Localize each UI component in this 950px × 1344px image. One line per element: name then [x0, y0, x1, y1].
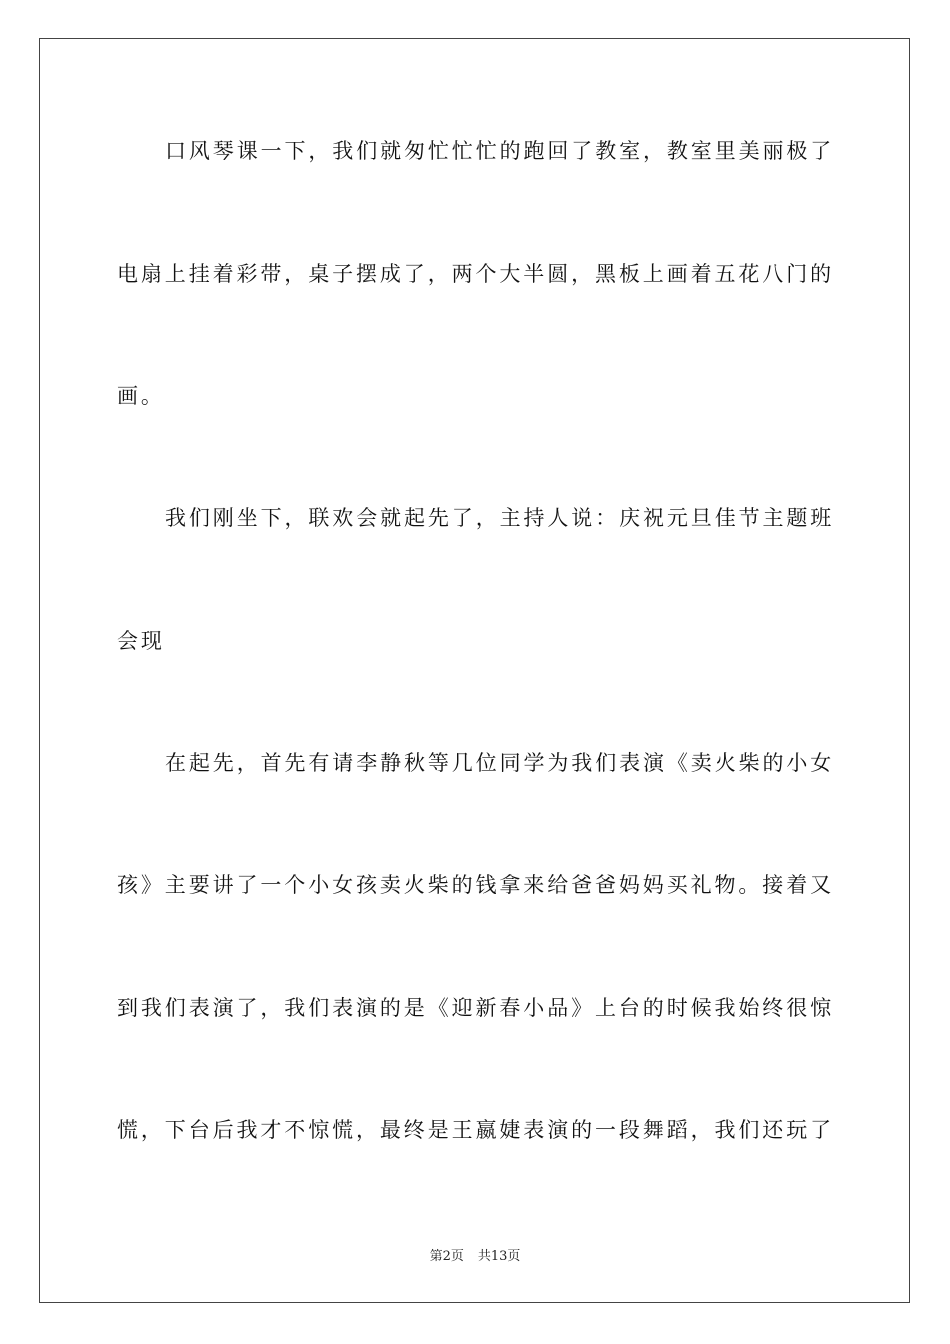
paragraph-line: 慌，下台后我才不惊慌，最终是王嬴婕表演的一段舞蹈，我们还玩了 [117, 1118, 834, 1142]
paragraph-line: 我们刚坐下，联欢会就起先了，主持人说：庆祝元旦佳节主题班 [165, 506, 835, 530]
paragraph-line: 会现 [117, 629, 165, 653]
page-number-total: 共13页 [477, 1249, 521, 1264]
page-number-current: 第2页 [429, 1249, 464, 1264]
paragraph-line: 画。 [117, 384, 165, 408]
paragraph-line: 孩》主要讲了一个小女孩卖火柴的钱拿来给爸爸妈妈买礼物。接着又 [117, 873, 834, 897]
page-border [39, 38, 910, 1303]
paragraph-line: 在起先，首先有请李静秋等几位同学为我们表演《卖火柴的小女 [165, 751, 835, 775]
paragraph-line: 到我们表演了，我们表演的是《迎新春小品》上台的时候我始终很惊 [117, 996, 834, 1020]
paragraph-line: 电扇上挂着彩带，桌子摆成了，两个大半圆，黑板上画着五花八门的 [117, 262, 834, 286]
page-footer [0, 1248, 950, 1266]
paragraph-line: 口风琴课一下，我们就匆忙忙忙的跑回了教室，教室里美丽极了 [165, 139, 835, 163]
